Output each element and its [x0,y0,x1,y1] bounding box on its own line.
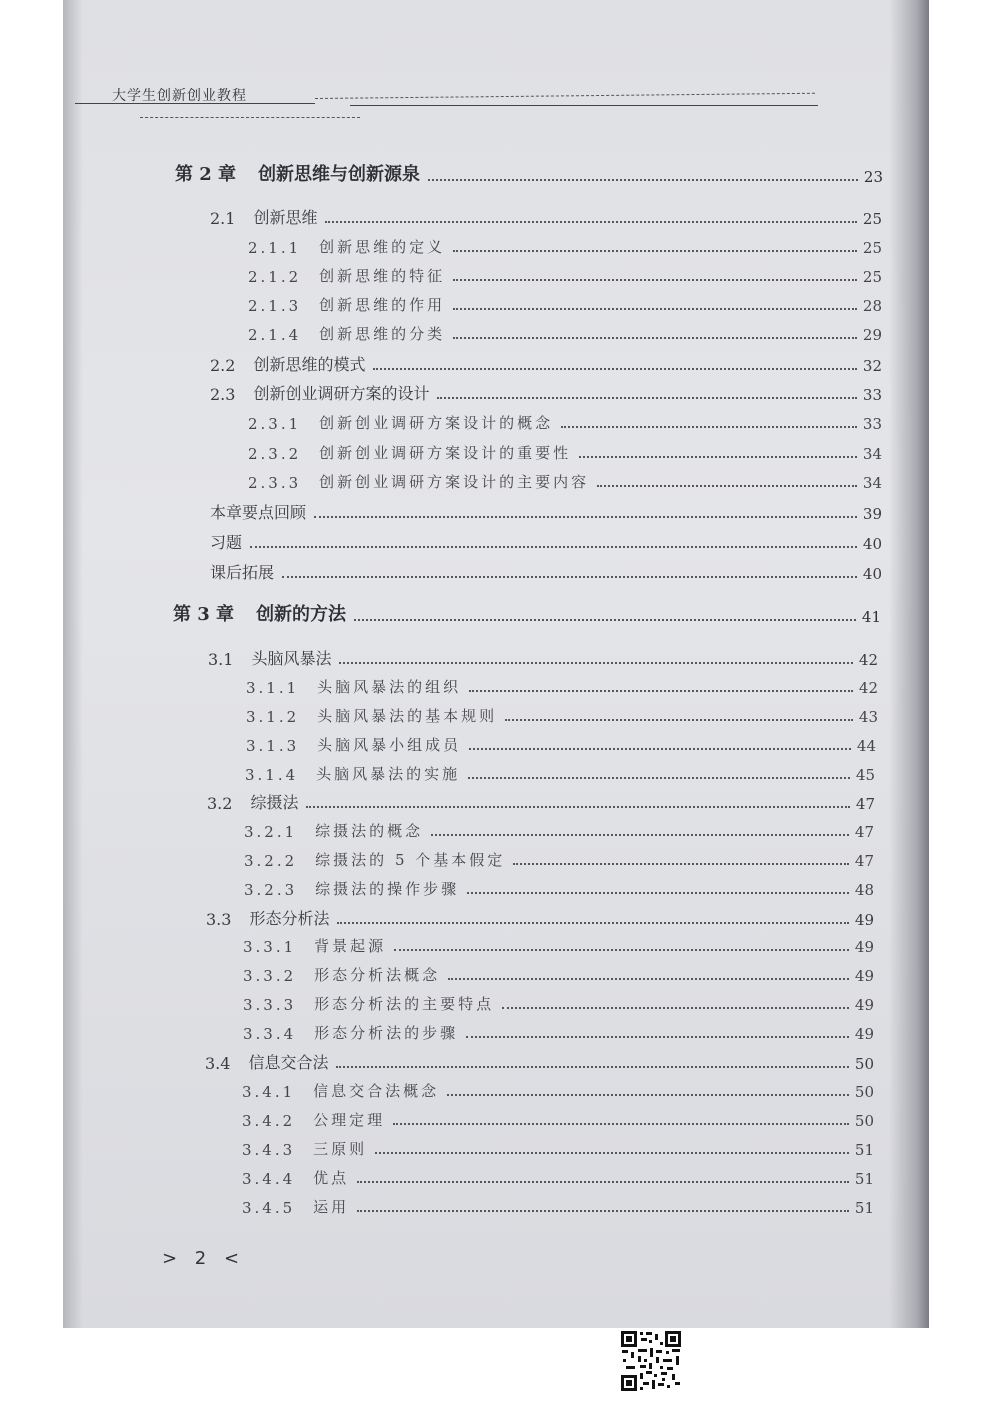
dot-leader [468,776,850,779]
toc-page: 40 [862,535,882,553]
dot-leader [339,661,852,664]
dot-leader [314,515,857,518]
toc-page: 28 [862,297,882,315]
dot-leader [579,455,857,458]
toc-entry-subsection [242,1080,874,1101]
toc-page: 32 [862,357,882,375]
toc-title: 综摄法的 5 个基本假定 [315,851,506,869]
toc-entry-section [208,646,878,669]
dot-leader [282,575,857,578]
toc-page: 33 [862,415,882,433]
dot-leader [447,1093,849,1096]
toc-title: 本章要点回顾 [210,503,307,522]
toc-entry-subsection [248,265,882,286]
dot-leader [431,833,849,836]
toc-page: 29 [862,326,882,344]
toc-number: 2.1.3 [248,297,302,315]
dot-leader [375,1151,849,1154]
toc-title: 头脑风暴小组成员 [317,736,462,754]
toc-page: 23 [863,168,883,186]
toc-number: 2.1.1 [248,239,302,257]
toc-page: 48 [854,881,874,899]
toc-number: 3.1.3 [246,737,300,755]
dot-leader [393,1122,849,1125]
dot-leader [394,948,849,951]
toc-page: 25 [862,239,882,257]
toc-page: 40 [862,565,882,583]
toc-page: 50 [854,1055,874,1073]
toc-entry-subsection [246,734,876,755]
toc-entry-subsection [244,849,874,870]
toc-number: 3.2.1 [244,823,298,841]
toc-entry-section [210,205,882,228]
toc-number: 2.1.4 [248,326,302,344]
toc-entry-subsection [242,1138,874,1159]
toc-title: 创新创业调研方案的设计 [253,384,430,403]
toc-entry-subsection [242,1196,874,1217]
toc-page: 49 [854,911,874,929]
toc-title: 创新思维的特征 [319,267,446,285]
dot-leader [357,1180,849,1183]
toc-title: 习题 [210,533,243,552]
running-header: 大学生创新创业教程 [112,88,247,104]
toc-entry-subsection [242,1109,874,1130]
toc-title: 头脑风暴法 [251,649,332,668]
toc-number: 3.3.2 [243,967,297,985]
toc-entry-subsection [248,236,882,257]
dot-leader [250,545,857,548]
toc-title: 课后拓展 [210,563,275,582]
toc-title: 创新思维的作用 [319,296,446,314]
toc-title: 信息交合法 [248,1053,329,1072]
toc-number: 3.2 [207,794,233,813]
toc-page: 44 [856,737,876,755]
dot-leader [469,689,853,692]
toc-title: 创新思维的模式 [253,355,366,374]
toc-page: 49 [854,967,874,985]
toc-number: 3.1 [208,650,234,669]
toc-number: 第 3 章 [173,604,235,625]
dot-leader [357,1209,849,1212]
dot-leader [336,1065,848,1068]
qr-code-icon [620,1330,682,1392]
toc-title: 信息交合法概念 [313,1082,440,1100]
toc-entry-subsection [246,676,878,697]
toc-number: 2.2 [210,356,236,375]
toc-title: 创新思维 [253,208,318,227]
toc-entry-section [210,381,882,404]
toc-page: 42 [858,651,878,669]
page-number: > 2 < [162,1248,246,1269]
toc-title: 形态分析法概念 [314,966,441,984]
toc-entry-subsection [248,442,882,463]
dot-leader [448,977,849,980]
toc-page: 49 [854,996,874,1014]
toc-entry-subsection [243,935,874,956]
toc-entry-subsection [244,878,874,899]
toc-page: 34 [862,445,882,463]
toc-number: 2.3.2 [248,445,302,463]
dot-leader [453,307,857,310]
dot-leader [561,425,857,428]
toc-number: 3.2.2 [244,852,298,870]
toc-title: 运用 [313,1198,350,1216]
dot-leader [453,278,857,281]
toc-title: 创新思维与创新源泉 [258,164,421,185]
toc-page: 41 [861,608,881,626]
toc-entry-subsection [244,820,874,841]
dot-leader [354,618,856,621]
dot-leader [505,718,853,721]
toc-entry-subsection [246,705,878,726]
dot-leader [437,396,856,399]
toc-page: 47 [854,823,874,841]
toc-entry-extension [210,560,882,583]
toc-title: 创新思维的分类 [319,325,446,343]
toc-entry-subsection [243,1022,874,1043]
toc-page: 45 [855,766,875,784]
toc-number: 3.1.2 [246,708,300,726]
dot-leader [428,178,858,181]
toc-page: 47 [854,852,874,870]
toc-page: 42 [858,679,878,697]
toc-number: 3.2.3 [244,881,298,899]
toc-title: 头脑风暴法的组织 [317,678,462,696]
toc-title: 创新思维的定义 [319,238,446,256]
toc-entry-subsection [248,412,882,433]
toc-title: 形态分析法 [249,909,330,928]
dot-leader [325,220,856,223]
toc-entry-subsection [248,471,882,492]
toc-entry-subsection [243,993,874,1014]
toc-number: 2.1.2 [248,268,302,286]
toc-page: 25 [862,268,882,286]
toc-entry-subsection [245,763,875,784]
toc-number: 3.4.4 [242,1170,296,1188]
toc-title: 头脑风暴法的基本规则 [317,707,498,725]
dot-leader [597,484,857,487]
toc-number: 2.3 [210,385,236,404]
toc-page: 51 [854,1141,874,1159]
toc-page: 49 [854,938,874,956]
toc-entry-section [206,906,874,929]
toc-number: 3.3.3 [243,996,297,1014]
toc-number: 3.1.1 [246,679,300,697]
toc-page: 34 [862,474,882,492]
dot-leader [453,249,857,252]
dot-leader [467,891,849,894]
toc-title: 创新创业调研方案设计的重要性 [319,444,572,462]
dot-leader [469,747,851,750]
toc-title: 背景起源 [314,937,387,955]
toc-title: 三原则 [313,1140,368,1158]
toc-page: 47 [855,795,875,813]
toc-number: 3.3 [206,910,232,929]
toc-number: 第 2 章 [175,164,237,185]
toc-number: 2.3.1 [248,415,302,433]
dot-leader [513,862,849,865]
toc-entry-subsection [248,294,882,315]
toc-title: 公理定理 [313,1111,386,1129]
toc-title: 优点 [313,1169,350,1187]
toc-page: 51 [854,1170,874,1188]
toc-title: 创新创业调研方案设计的主要内容 [319,473,590,491]
dot-leader [373,367,856,370]
toc-page: 25 [862,210,882,228]
toc-page: 51 [854,1199,874,1217]
dot-leader [453,336,857,339]
toc-title: 创新创业调研方案设计的概念 [319,414,554,432]
toc-entry-subsection [243,964,874,985]
toc-number: 3.3.4 [243,1025,297,1043]
toc-title: 形态分析法的步骤 [314,1024,459,1042]
toc-number: 3.4.1 [242,1083,296,1101]
toc-number: 2.3.3 [248,474,302,492]
toc-number: 2.1 [210,209,236,228]
toc-number: 3.4 [205,1054,231,1073]
dot-leader [502,1006,849,1009]
toc-page: 43 [858,708,878,726]
toc-entry-review [210,500,882,523]
toc-entry-exercises [210,530,882,553]
toc-entry-section [210,352,882,375]
dot-leader [466,1035,849,1038]
toc-title: 创新的方法 [256,604,347,625]
toc-page: 39 [862,505,882,523]
toc-number: 3.1.4 [245,766,299,784]
toc-number: 3.4.5 [242,1199,296,1217]
dot-leader [306,805,849,808]
toc-entry-subsection [242,1167,874,1188]
toc-entry-subsection [248,323,882,344]
toc-title: 综摄法的操作步骤 [315,880,460,898]
toc-title: 头脑风暴法的实施 [316,765,461,783]
toc-entry-section [205,1050,874,1073]
toc-title: 综摄法 [250,793,299,812]
toc-entry-chapter [173,600,881,626]
toc-entry-chapter [175,160,883,186]
toc-page: 49 [854,1025,874,1043]
toc-page: 33 [862,386,882,404]
toc-title: 综摄法的概念 [315,822,424,840]
toc-title: 形态分析法的主要特点 [314,995,495,1013]
toc-number: 3.4.2 [242,1112,296,1130]
toc-page: 50 [854,1083,874,1101]
toc-entry-section [207,790,875,813]
toc-number: 3.3.1 [243,938,297,956]
dot-leader [337,921,848,924]
toc-page: 50 [854,1112,874,1130]
toc-number: 3.4.3 [242,1141,296,1159]
